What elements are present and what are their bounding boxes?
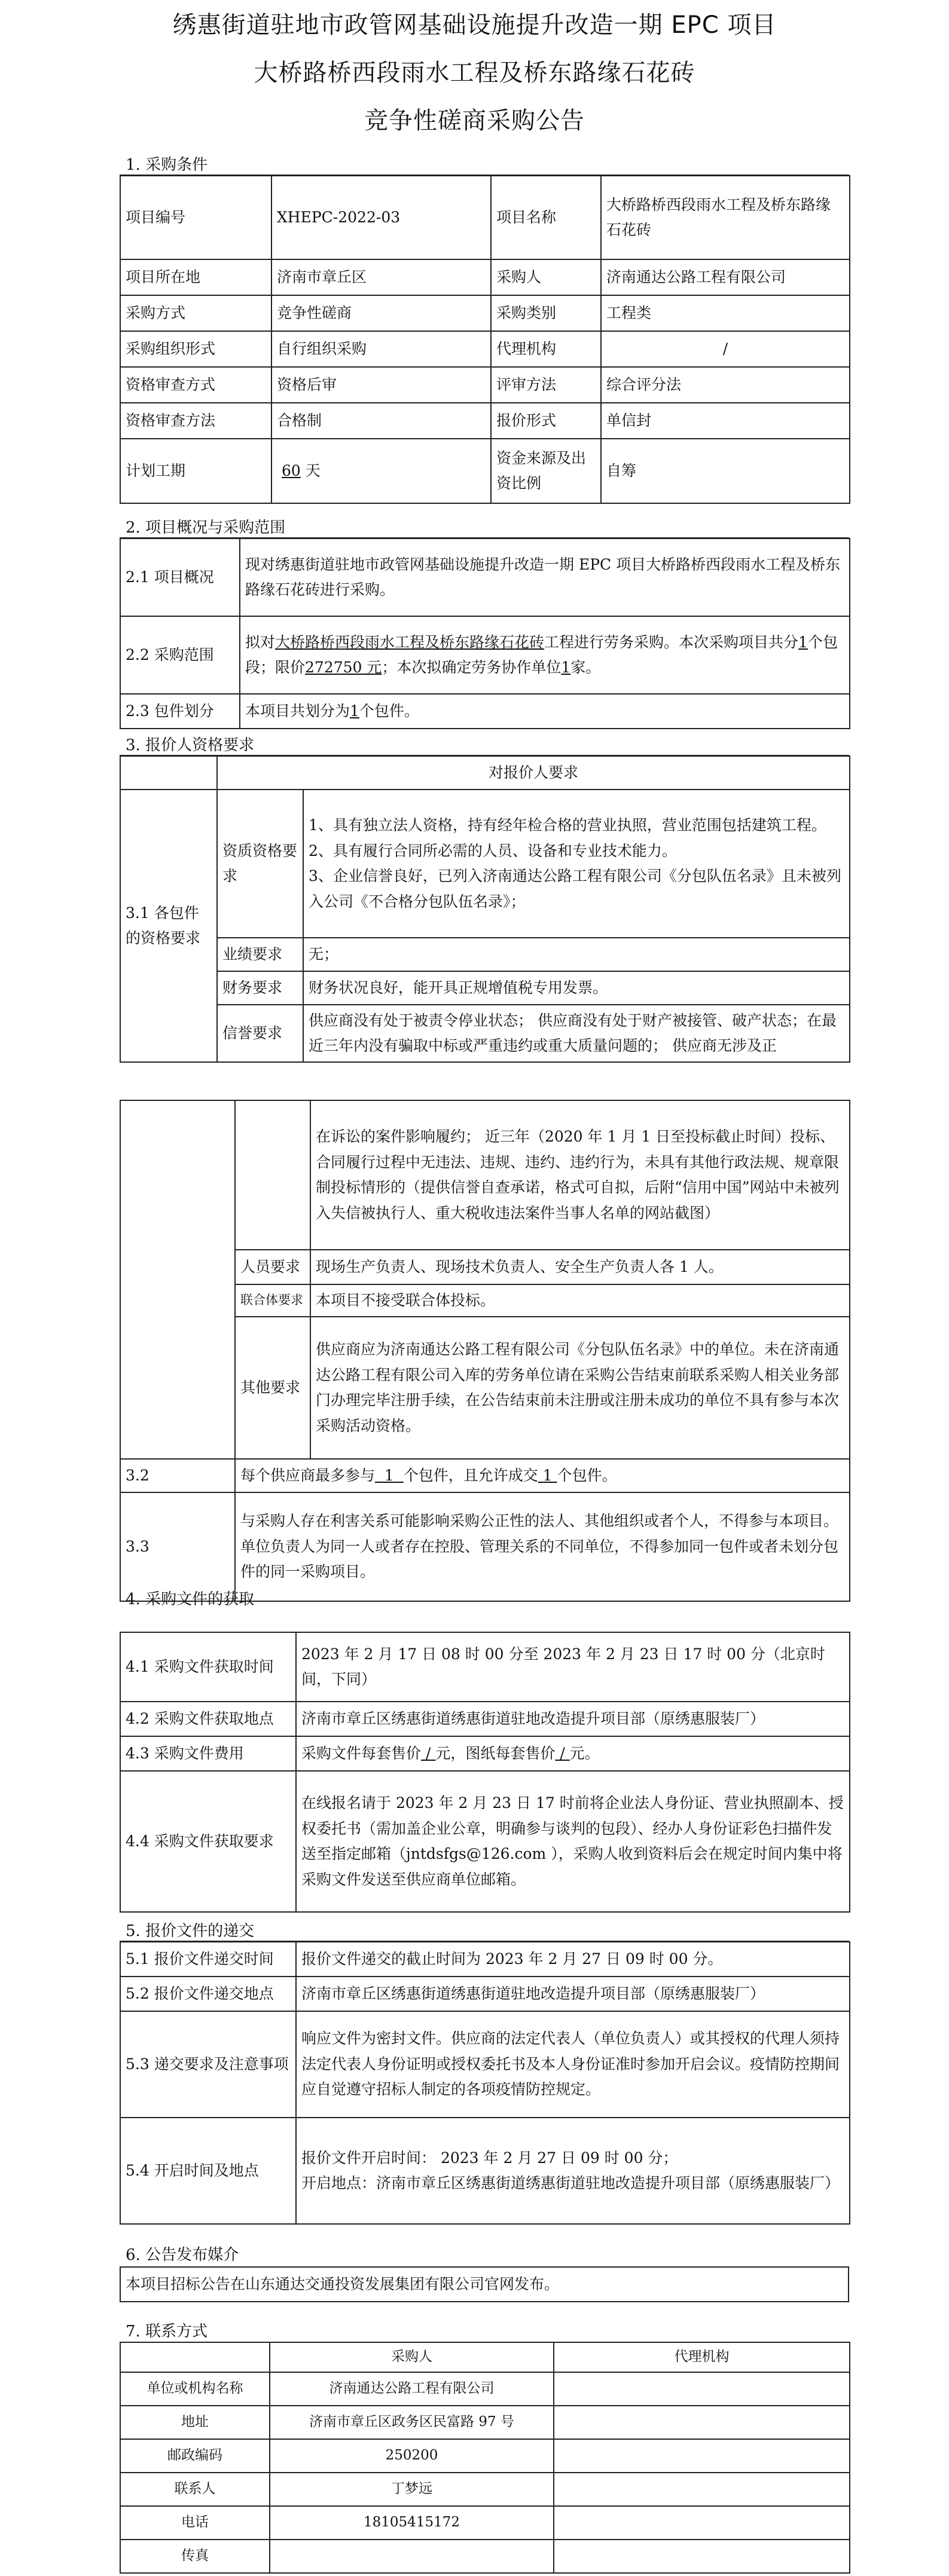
text: 工程进行劳务采购。本次采购项目共分 — [544, 633, 799, 651]
text: 采购文件每套售价 — [301, 1744, 422, 1762]
cell-value: 合格制 — [271, 403, 491, 439]
cell-value: 自行组织采购 — [271, 331, 491, 367]
procurement-conditions-table — [120, 175, 850, 504]
cell-label: 4.3 采购文件费用 — [120, 1736, 296, 1771]
cell-value: 与采购人存在利害关系可能影响采购公正性的法人、其他组织或者个人，不得参与本项目。单位负责人为同一人或者存在控股、管理关系的不同单位，不得参加同一包件或者未划分包件的同一采购项目。 — [235, 1492, 850, 1601]
cell-label: 采购类别 — [491, 295, 601, 331]
cell-label: 项目所在地 — [120, 259, 271, 295]
underlined-text: 1 — [798, 633, 808, 651]
cell-label: 单位或机构名称 — [120, 2372, 270, 2406]
cell-value: 现对绣惠街道驻地市政管网基础设施提升改造一期 EPC 项目大桥路桥西段雨水工程及桥东路缘石花砖进行采购。 — [240, 539, 850, 616]
cell-label: 联系人 — [120, 2473, 270, 2506]
cell-label: 4.4 采购文件获取要求 — [120, 1771, 296, 1912]
publication-text: 本项目招标公告在山东通达交通投资发展集团有限公司官网发布。 — [120, 2267, 849, 2302]
cell-value: 竞争性磋商 — [271, 295, 491, 331]
cell-label: 资格审查方式 — [120, 367, 271, 403]
project-overview-table — [120, 538, 850, 729]
text: 个包件，且允许成交 — [403, 1466, 538, 1484]
cell-label: 5.4 开启时间及地点 — [120, 2118, 296, 2224]
cell-value — [554, 2540, 850, 2573]
cell-label: 评审方法 — [491, 367, 601, 403]
text: 1 — [384, 1466, 394, 1484]
publication-media-table — [120, 2266, 849, 2302]
cell-label: 资金来源及出资比例 — [491, 439, 601, 503]
cell-value: 在线报名请于 2023 年 2 月 23 日 17 时前将企业法人身份证、营业执照副本、授权委托书（需加盖企业公章，明确参与谈判的包段）、经办人身份证彩色扫描件发送至指定邮箱（jntdsfgs@126.com ），采购人收到资料后会在规定时间内集中将采购文件发送至供应商单位邮箱。 — [296, 1771, 850, 1912]
text: 每个供应商最多参与 — [240, 1466, 376, 1484]
text: ；本次拟确定劳务协作单位 — [382, 659, 562, 676]
cell-empty — [120, 1100, 235, 1459]
cell-value: 250200 — [270, 2439, 554, 2473]
section-1-title: 1. 采购条件 — [126, 156, 208, 174]
cell-value: 现场生产负责人、现场技术负责人、安全生产负责人各 1 人。 — [310, 1250, 850, 1284]
cell-label: 资质资格要求 — [217, 790, 303, 938]
cell-value: 2023 年 2 月 17 日 08 时 00 分至 2023 年 2 月 23 日 17 时 00 分（北京时间，下同） — [296, 1632, 850, 1702]
cell-value: 济南通达公路工程有限公司 — [270, 2372, 554, 2406]
qual-item: 1、具有独立法人资格，持有经年检合格的营业执照，营业范围包括建筑工程。 — [309, 816, 826, 834]
section-3-title: 3. 报价人资格要求 — [126, 736, 255, 754]
cell-value: 18105415172 — [270, 2506, 554, 2540]
cell-value: 无； — [303, 938, 850, 971]
cell-label: 地址 — [120, 2406, 270, 2439]
cell-label: 3.2 — [120, 1459, 235, 1492]
cell-value: / — [601, 331, 850, 367]
cell-value: 大桥路桥西段雨水工程及桥东路缘石花砖 — [601, 176, 850, 259]
underlined-text — [421, 1745, 435, 1762]
cell-label: 采购人 — [491, 259, 601, 295]
col-head-agency: 代理机构 — [554, 2342, 850, 2372]
cell-label: 采购方式 — [120, 295, 271, 331]
cell-label: 联合体要求 — [235, 1284, 310, 1317]
underlined-text: 1 — [350, 702, 359, 720]
doc-title-line-2: 大桥路桥西段雨水工程及桥东路缘石花砖 — [254, 59, 695, 87]
text: 元。 — [569, 1744, 600, 1762]
cell-value: 供应商应为济南通达公路工程有限公司《分包队伍名录》中的单位。未在济南通达公路工程有限公司入库的劳务单位请在采购公告结束前联系采购人相关业务部门办理完毕注册手续，在公告结束前未注册或注册未成功的单位不具有参与本次采购活动资格。 — [310, 1317, 850, 1459]
cell-label: 2.2 采购范围 — [120, 616, 240, 694]
cell-label: 5.3 递交要求及注意事项 — [120, 2011, 296, 2118]
cell-value: 供应商没有处于被责令停业状态； 供应商没有处于财产被接管、破产状态；在最近三年内没有骗取中标或严重违约或重大质量问题的； 供应商无涉及正 — [303, 1005, 850, 1062]
text: 家。 — [570, 659, 601, 676]
cell-value — [554, 2439, 850, 2473]
cell-value: 在诉讼的案件影响履约； 近三年（2020 年 1 月 1 日至投标截止时间）投标、合同履行过程中无违法、违规、违约、违约行为，未具有其他行政法规、规章限制投标情形的（提供信誉自查承诺，格式可自拟，后附“信用中国”网站中未被列入失信被执行人、重大税收违法案件当事人名单的网站截图） — [310, 1100, 850, 1250]
section-5-title: 5. 报价文件的递交 — [126, 1922, 255, 1940]
underlined-text: 1 — [561, 659, 571, 676]
underlined-text: 272750 元 — [305, 659, 382, 676]
underlined-text — [375, 1467, 404, 1484]
cell-value: 济南市章丘区政务区民富路 97 号 — [270, 2406, 554, 2439]
cell-label: 采购组织形式 — [120, 331, 271, 367]
text: / — [560, 1744, 565, 1762]
qualification-head: 对报价人要求 — [217, 756, 850, 790]
cell-value: 工程类 — [601, 295, 850, 331]
cell-value — [554, 2473, 850, 2506]
cell-label: 项目编号 — [120, 176, 271, 259]
cell-label: 资格审查方法 — [120, 403, 271, 439]
duration-value: 60 — [281, 461, 301, 479]
cell-value: 本项目不接受联合体投标。 — [310, 1284, 850, 1317]
qual-item: 2、具有履行合同所必需的人员、设备和专业技术能力。 — [309, 842, 677, 859]
submission-table — [120, 1941, 850, 2225]
text: 个包件。 — [359, 702, 419, 720]
cell-value: 自筹 — [601, 439, 850, 503]
cell-value: 济南市章丘区 — [271, 259, 491, 295]
cell-value — [240, 616, 850, 694]
cell-value — [270, 2540, 554, 2573]
cell-label: 4.2 采购文件获取地点 — [120, 1702, 296, 1736]
cell-value: 报价文件递交的截止时间为 2023 年 2 月 27 日 09 时 00 分。 — [296, 1942, 850, 1977]
text: 个包件。 — [557, 1466, 617, 1484]
duration-unit: 天 — [305, 461, 321, 479]
cell-label: 计划工期 — [120, 439, 271, 503]
text: 拟对 — [245, 633, 276, 651]
cell-label: 其他要求 — [235, 1317, 310, 1459]
text: 元，图纸每套售价 — [435, 1744, 556, 1762]
cell-value: XHEPC-2022-03 — [271, 176, 491, 259]
text: 本项目共划分为 — [245, 702, 350, 720]
cell-label: 3.3 — [120, 1492, 235, 1601]
col-head-purchaser: 采购人 — [270, 2342, 554, 2372]
contact-table — [120, 2342, 850, 2574]
cell-value: 丁梦远 — [270, 2473, 554, 2506]
text: 个包段；限价 — [245, 633, 838, 676]
cell-value: 济南通达公路工程有限公司 — [601, 259, 850, 295]
qual-item: 3、企业信誉良好，已列入济南通达公路工程有限公司《分包队伍名录》且未被列入公司《不合格分包队伍名录》； — [309, 867, 841, 910]
cell-value: 综合评分法 — [601, 367, 850, 403]
cell-label: 2.1 项目概况 — [120, 539, 240, 616]
cell-value — [303, 790, 850, 938]
cell-label: 电话 — [120, 2506, 270, 2540]
opening-time: 报价文件开启时间： 2023 年 2 月 27 日 09 时 00 分； — [301, 2149, 678, 2167]
cell-label: 财务要求 — [217, 971, 303, 1005]
cell-empty — [120, 756, 217, 790]
cell-value — [240, 694, 850, 729]
cell-value — [554, 2506, 850, 2540]
section-6-title: 6. 公告发布媒介 — [126, 2246, 239, 2264]
cell-value — [235, 1459, 850, 1492]
cell-empty — [235, 1100, 310, 1250]
section-4-title: 4. 采购文件的获取 — [126, 1590, 255, 1608]
cell-value — [271, 439, 491, 503]
text: / — [425, 1744, 431, 1762]
cell-value: 财务状况良好，能开具正规增值税专用发票。 — [303, 971, 850, 1005]
underlined-text — [538, 1467, 557, 1484]
text: 1 — [542, 1466, 553, 1484]
cell-label: 传真 — [120, 2540, 270, 2573]
cell-label: 代理机构 — [491, 331, 601, 367]
cell-label: 项目名称 — [491, 176, 601, 259]
cell-value — [296, 1736, 850, 1771]
qualification-table-continued — [120, 1100, 850, 1602]
document-acquisition-table — [120, 1632, 850, 1913]
cell-value: 单信封 — [601, 403, 850, 439]
cell-label: 5.2 报价文件递交地点 — [120, 1977, 296, 2011]
doc-title-line-1: 绣惠街道驻地市政管网基础设施提升改造一期 EPC 项目 — [172, 11, 777, 39]
qualification-table — [120, 755, 850, 1063]
cell-value: 响应文件为密封文件。供应商的法定代表人（单位负责人）或其授权的代理人须持法定代表人身份证明或授权委托书及本人身份证准时参加开启会议。疫情防控期间应自觉遵守招标人制定的各项疫情防控规定。 — [296, 2011, 850, 2118]
cell-label: 4.1 采购文件获取时间 — [120, 1632, 296, 1702]
cell-label: 邮政编码 — [120, 2439, 270, 2473]
cell-value — [296, 2118, 850, 2224]
cell-value — [554, 2406, 850, 2439]
cell-label: 业绩要求 — [217, 938, 303, 971]
opening-place: 开启地点：济南市章丘区绣惠街道绣惠街道驻地改造提升项目部（原绣惠服装厂） — [301, 2174, 840, 2192]
cell-empty — [120, 2342, 270, 2372]
underlined-text: 大桥路桥西段雨水工程及桥东路缘石花砖 — [275, 633, 545, 651]
cell-label: 2.3 包件划分 — [120, 694, 240, 729]
cell-value — [554, 2372, 850, 2406]
cell-label: 3.1 各包件的资格要求 — [120, 790, 217, 1062]
section-7-title: 7. 联系方式 — [126, 2323, 208, 2341]
cell-value: 济南市章丘区绣惠街道绣惠街道驻地改造提升项目部（原绣惠服装厂） — [296, 1977, 850, 2011]
underlined-text — [555, 1745, 569, 1762]
cell-label: 5.1 报价文件递交时间 — [120, 1942, 296, 1977]
cell-value: 资格后审 — [271, 367, 491, 403]
doc-title-line-3: 竞争性磋商采购公告 — [364, 107, 585, 134]
cell-label: 报价形式 — [491, 403, 601, 439]
cell-label: 人员要求 — [235, 1250, 310, 1284]
cell-value: 济南市章丘区绣惠街道绣惠街道驻地改造提升项目部（原绣惠服装厂） — [296, 1702, 850, 1736]
cell-label: 信誉要求 — [217, 1005, 303, 1062]
section-2-title: 2. 项目概况与采购范围 — [126, 519, 286, 537]
